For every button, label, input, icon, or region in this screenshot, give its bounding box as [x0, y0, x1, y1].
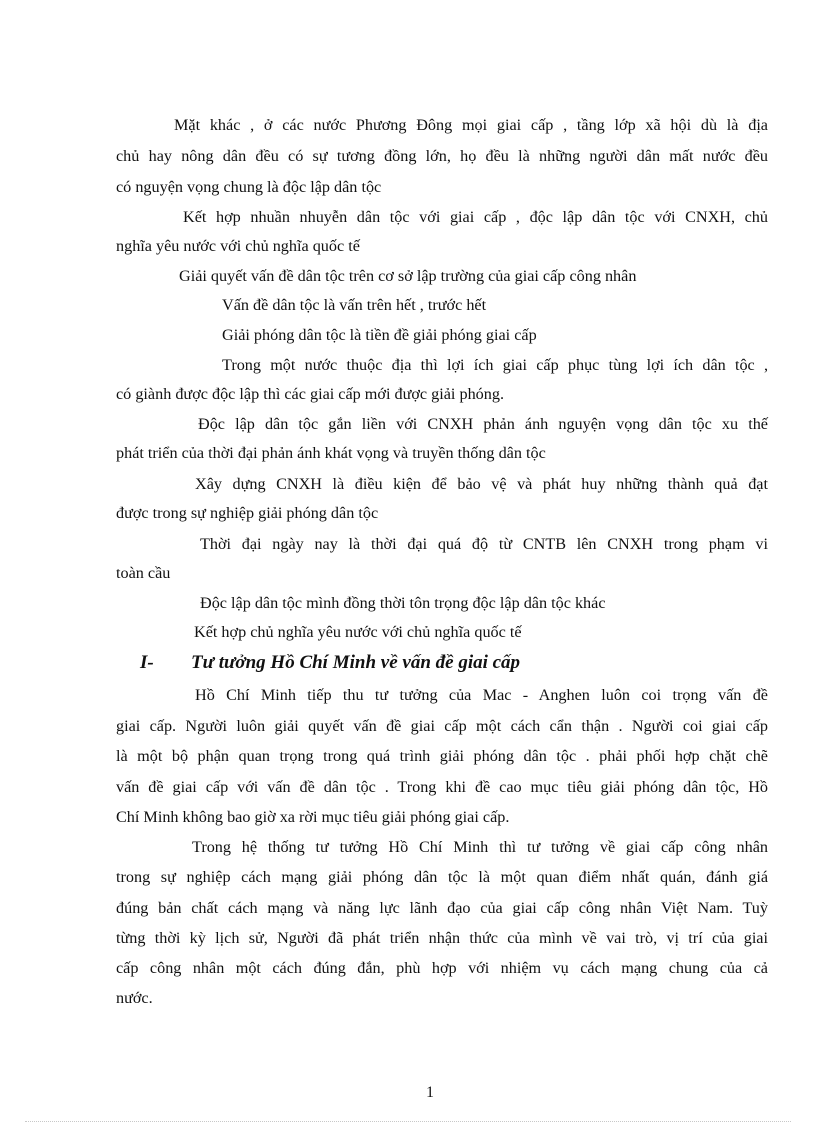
text-line: Giải phóng dân tộc là tiền đề giải phóng giai cấp	[222, 326, 537, 344]
paragraph-line: đúng bản chất cách mạng và năng lực lãnh đạo của giai cấp công nhân Việt Nam. Tuỳ	[116, 899, 768, 917]
text-line: toàn cầu	[116, 564, 171, 582]
page-number: 1	[426, 1084, 434, 1101]
text-line: phát triển của thời đại phản ánh khát vọng và truyền thống dân tộc	[116, 444, 546, 462]
paragraph-line: Chí Minh không bao giờ xa rời mục tiêu giải phóng giai cấp.	[116, 808, 510, 826]
text-line: có nguyện vọng chung là độc lập dân tộc	[116, 178, 382, 196]
paragraph-line: từng thời kỳ lịch sử, Người đã phát triển nhận thức của mình về vai trò, vị trí của giai	[116, 929, 768, 947]
section-heading: Tư tưởng Hồ Chí Minh về vấn đề giai cấp	[191, 652, 521, 673]
text-line: Xây dựng CNXH là điều kiện để bảo vệ và phát huy những thành quả đạt	[195, 475, 768, 493]
text-line: Thời đại ngày nay là thời đại quá độ từ CNTB lên CNXH trong phạm vi	[200, 535, 768, 553]
text-line: Kết hợp chủ nghĩa yêu nước với chủ nghĩa quốc tế	[194, 623, 522, 641]
paragraph-line: Trong hệ thống tư tưởng Hồ Chí Minh thì tư tưởng về giai cấp công nhân	[192, 838, 768, 856]
text-line: Trong một nước thuộc địa thì lợi ích giai cấp phục tùng lợi ích dân tộc ,	[222, 356, 768, 374]
paragraph-line: Hồ Chí Minh tiếp thu tư tưởng của Mac - Anghen luôn coi trọng vấn đề	[195, 686, 768, 704]
paragraph-line: trong sự nghiệp cách mạng giải phóng dân tộc là một quan điểm nhất quán, đánh giá	[116, 868, 768, 886]
text-line: Độc lập dân tộc gắn liền với CNXH phản ánh nguyện vọng dân tộc xu thế	[198, 415, 768, 433]
page-bottom-divider	[25, 1121, 791, 1122]
text-line: Vấn đề dân tộc là vấn trên hết , trước hết	[222, 296, 487, 314]
paragraph-line: nước.	[116, 989, 153, 1007]
paragraph-line: giai cấp. Người luôn giải quyết vấn đề giai cấp một cách cẩn thận . Người coi giai cấp	[116, 717, 768, 735]
text-line: Kết hợp nhuần nhuyễn dân tộc với giai cấp , độc lập dân tộc với CNXH, chủ	[183, 208, 768, 226]
paragraph-line: là một bộ phận quan trọng trong quá trình giải phóng dân tộc . phải phối hợp chặt chẽ	[116, 747, 768, 765]
text-line: được trong sự nghiệp giải phóng dân tộc	[116, 504, 379, 522]
paragraph-line: vấn đề giai cấp với vấn đề dân tộc . Trong khi đề cao mục tiêu giải phóng dân tộc, Hồ	[116, 778, 768, 796]
paragraph-line: cấp công nhân một cách đúng đắn, phù hợp với nhiệm vụ cách mạng chung của cả	[116, 959, 768, 977]
text-line: chủ hay nông dân đều có sự tương đồng lớn, họ đều là những người dân mất nước đều	[116, 147, 768, 165]
text-line: có giành được độc lập thì các giai cấp mới được giải phóng.	[116, 385, 504, 403]
section-number: I-	[140, 652, 154, 673]
text-line: Giải quyết vấn đề dân tộc trên cơ sở lập trường của giai cấp công nhân	[179, 267, 637, 285]
text-line: Độc lập dân tộc mình đồng thời tôn trọng độc lập dân tộc khác	[200, 594, 606, 612]
text-line: Mặt khác , ở các nước Phương Đông mọi giai cấp , tầng lớp xã hội dù là địa	[174, 116, 768, 134]
text-line: nghĩa yêu nước với chủ nghĩa quốc tế	[116, 237, 360, 255]
